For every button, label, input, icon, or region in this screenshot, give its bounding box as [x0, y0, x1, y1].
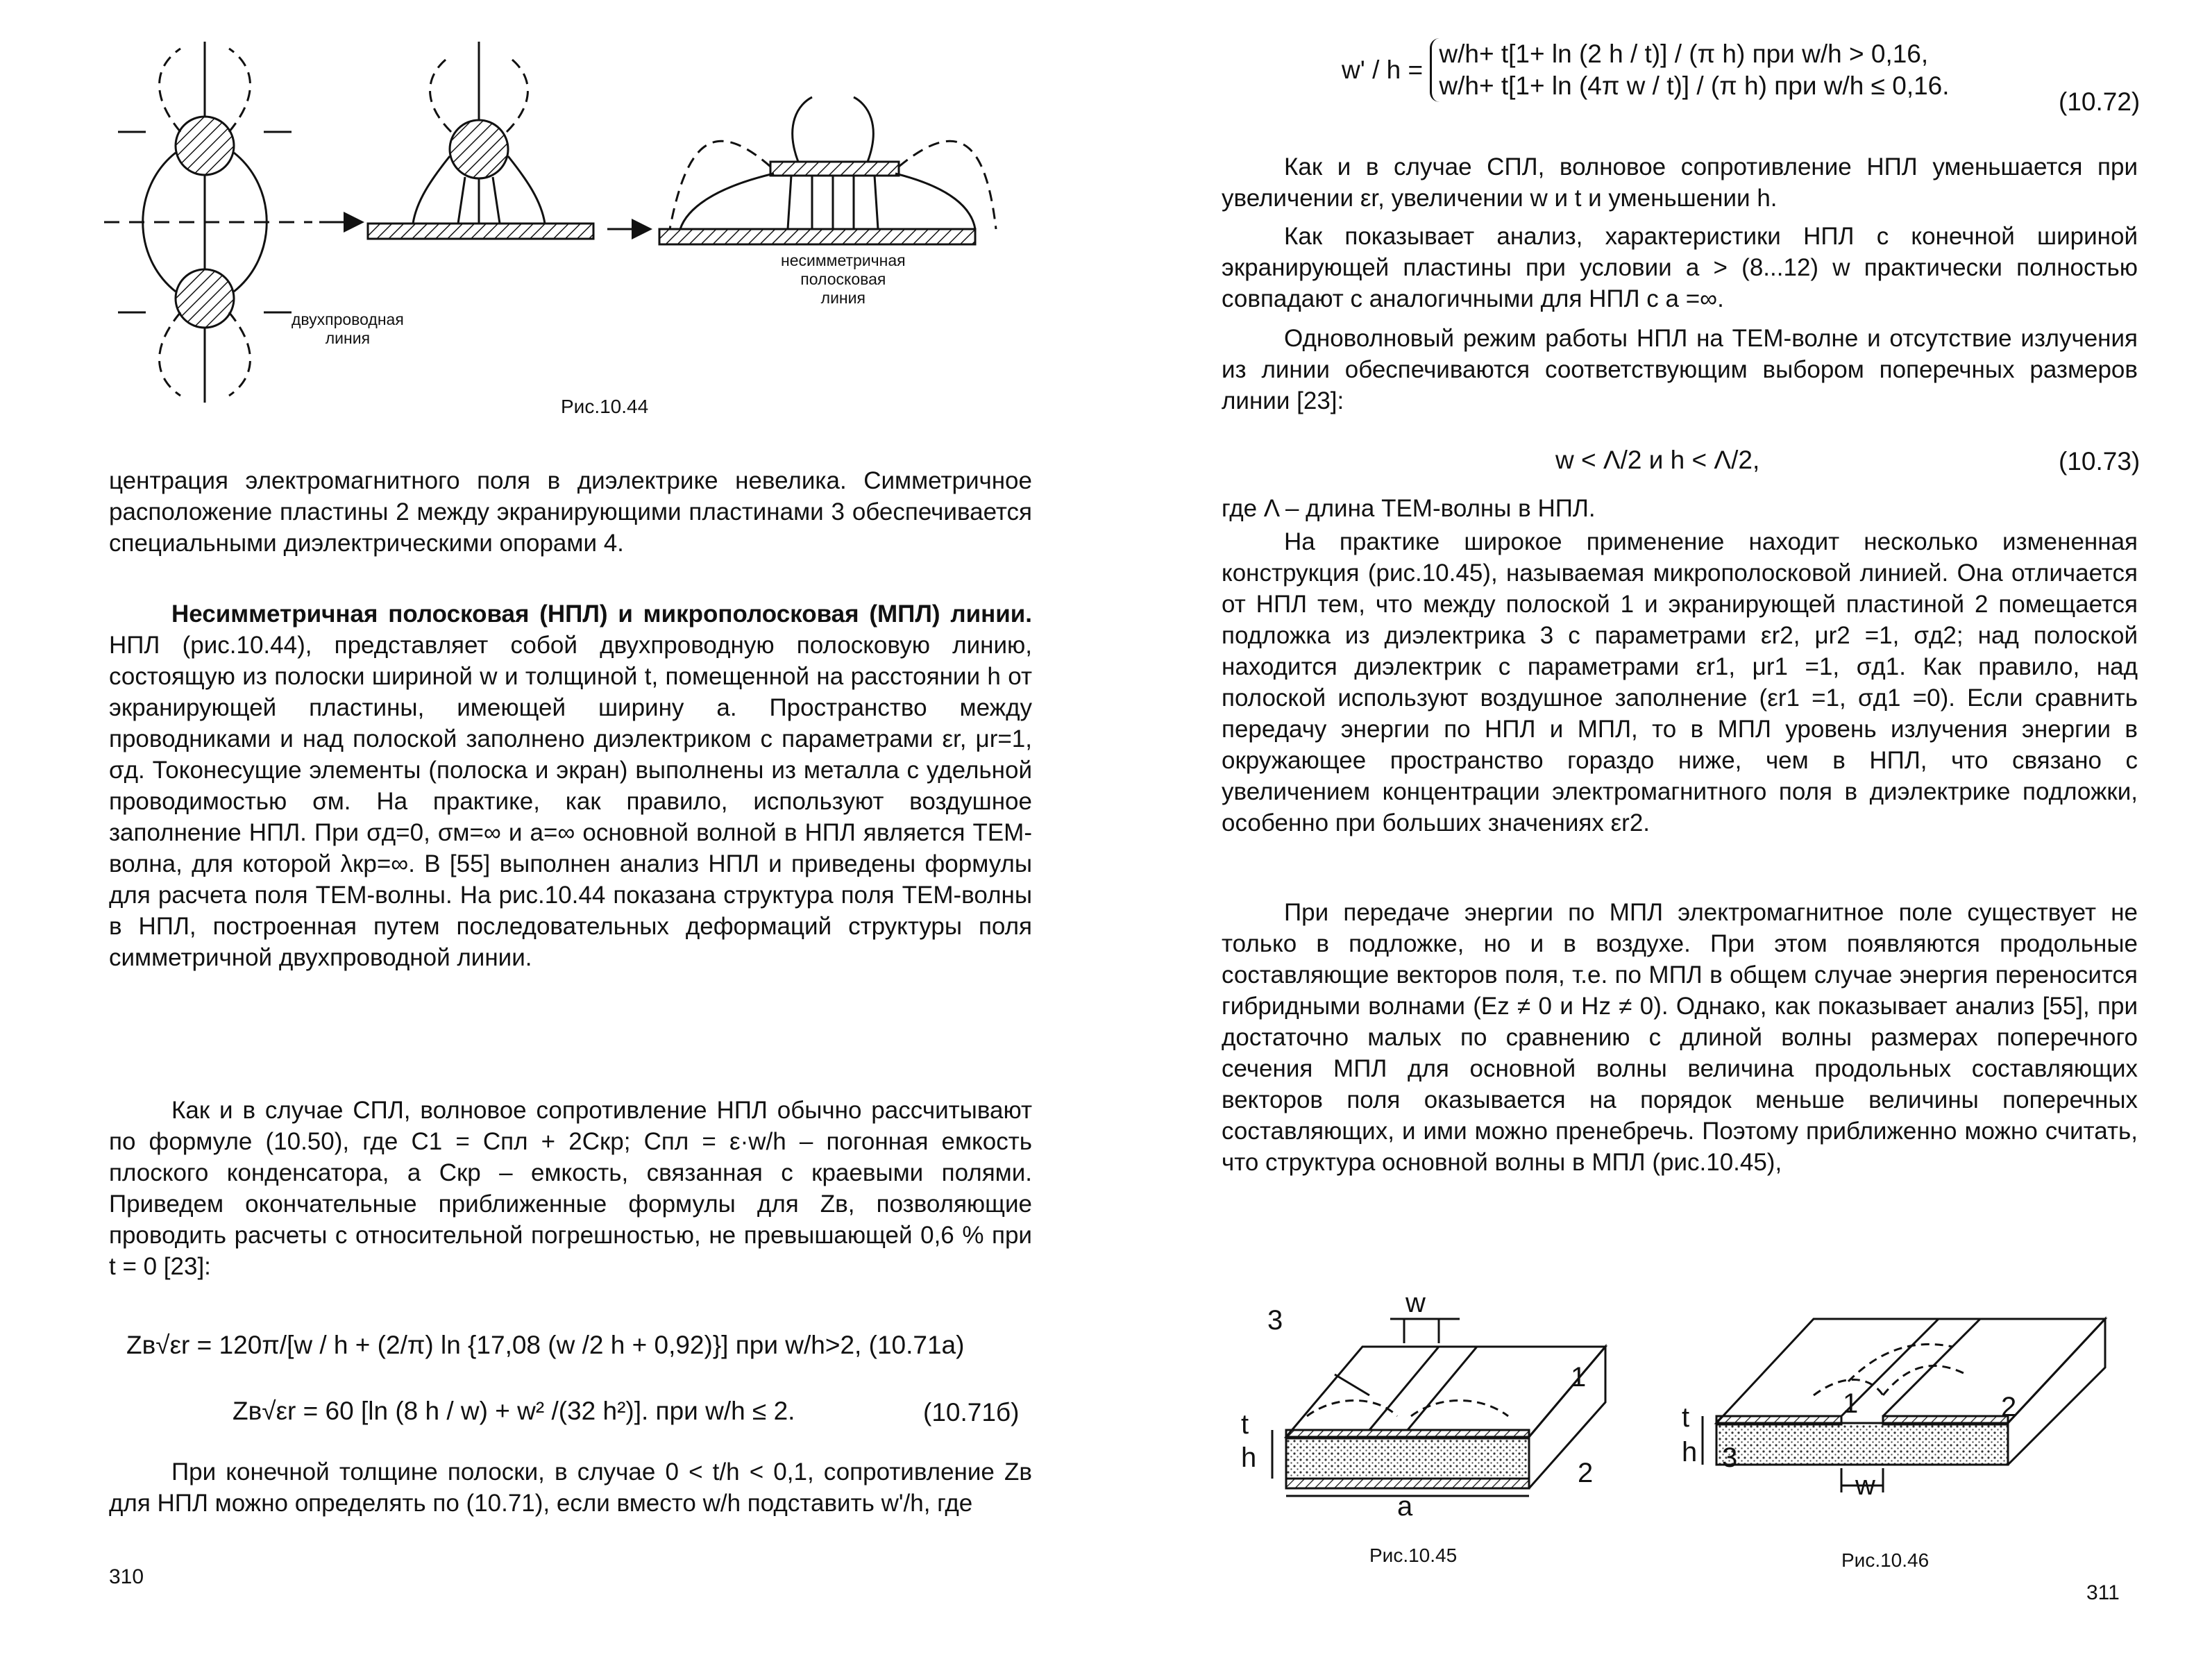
- page-number: 310: [109, 1565, 144, 1588]
- label-2: 2: [1578, 1458, 1594, 1488]
- label-t: t: [1241, 1409, 1249, 1440]
- paragraph: Как и в случае СПЛ, волновое сопротивление НПЛ обычно рассчитывают по формуле (10.50), где C1 = Cпл + 2Cкр; Cпл = ε·w/h – погонная емкость плоского конденсатора, а Cкр – емкость, связанная с краевыми полями. Приведем окончательные приближенные формулы для Zв, позволяющие проводить расчеты с относительной погрешностью, не превышающей 0,6 % при t = 0 [23]:: [109, 1097, 1032, 1280]
- paragraph: центрация электромагнитного поля в диэлектрике невелика. Симметричное расположение пластины 2 между экранирующими пластинами 3 обеспечивается специальными диэлектрическими опорами 4.: [109, 467, 1032, 557]
- right-page: [1106, 0, 2212, 1666]
- paragraph: Как показывает анализ, характеристики НПЛ с конечной шириной экранирующей пластины при условии a > (8...12) w практически полностью совпадают с аналогичными для НПЛ с a =∞.: [1222, 223, 2138, 312]
- figure-caption: Рис.10.44: [561, 396, 649, 417]
- label-h: h: [1241, 1442, 1257, 1473]
- paragraph-heading: [109, 598, 1032, 973]
- paragraph: Одноволновый режим работы НПЛ на TEM-волне и отсутствие излучения из линии обеспечиваются соответствующим выбором поперечных размеров линии [23]:: [1222, 325, 2138, 414]
- figure-caption: Рис.10.46: [1841, 1549, 1930, 1571]
- figure-10-44: [104, 28, 1027, 416]
- label-1: 1: [1843, 1388, 1859, 1419]
- page-number: 311: [2086, 1581, 2120, 1604]
- paragraph: Как и в случае СПЛ, волновое сопротивление НПЛ уменьшается при увеличении εr, увеличении w и t и уменьшении h.: [1222, 153, 2138, 212]
- figure-caption: Рис.10.45: [1369, 1545, 1458, 1566]
- label-w: w: [1855, 1470, 1875, 1501]
- label-w: w: [1405, 1288, 1426, 1318]
- equation-10-71a: Zв√εr = 120π/[w / h + (2/π) ln {17,08 (w /2 h + 0,92)}] при w/h>2, (10.71а): [126, 1331, 965, 1359]
- label-3: 3: [1267, 1305, 1283, 1336]
- equation-10-71b: Zв√εr = 60 [ln (8 h / w) + w² /(32 h²)]. при w/h ≤ 2.: [233, 1397, 795, 1425]
- equation-lhs: w' / h =: [1342, 56, 1424, 84]
- label-a: a: [1397, 1491, 1413, 1522]
- section-heading: Несимметричная полосковая (НПЛ) и микрополосковая (МПЛ) линии.: [171, 600, 1032, 628]
- label-h: h: [1682, 1437, 1698, 1467]
- label-2: 2: [2001, 1392, 2017, 1422]
- equation-10-72: [1342, 38, 1950, 102]
- equation-cases: [1430, 38, 1949, 102]
- equation-number: (10.73): [2059, 447, 2141, 476]
- equation-10-73: w < Λ/2 и h < Λ/2,: [1555, 446, 1760, 474]
- figure-label-two-wire-line: двухпроводная линия: [292, 310, 404, 347]
- paragraph: При конечной толщине полоски, в случае 0 < t/h < 0,1, сопротивление Zв для НПЛ можно определять по (10.71), если вместо w/h подставить w'/h, где: [109, 1458, 1032, 1517]
- figure-10-46-coplanar-line: [1675, 1256, 2119, 1534]
- equation-case: w/h+ t[1+ ln (4π w / t)] / (π h) при w/h ≤ 0,16.: [1439, 71, 1950, 100]
- paragraph: где Λ – длина TEM-волны в НПЛ.: [1222, 495, 1596, 522]
- equation-case: w/h+ t[1+ ln (2 h / t)] / (π h) при w/h > 0,16,: [1439, 40, 1929, 68]
- equation-number: (10.72): [2059, 87, 2141, 116]
- paragraph: На практике широкое применение находит несколько измененная конструкция (рис.10.45), называемая микрополосковой линией. Она отличается от НПЛ тем, что между полоской 1 и экранирующей пластиной 2 помещается подложка из диэлектрика 3 с параметрами εr2, μr2 =1, σд2; над полоской находится диэлектрик с параметрами εr1, μr1 =1, σд1. Как правило, над полоской используют воздушное заполнение (εr1 =1, σд1 =0). Если сравнить передачу энергии по НПЛ и МПЛ, то в МПЛ уровень излучения энергии в окружающее пространство гораздо ниже, чем в НПЛ, что связано с увеличением концентрации электромагнитного поля в диэлектрике подложки, особенно при больших значениях εr2.: [1222, 528, 2138, 836]
- label-1: 1: [1571, 1362, 1587, 1392]
- paragraph: При передаче энергии по МПЛ электромагнитное поле существует не только в подложке, но и в воздухе. При этом появляются продольные составляющие векторов поля, т.е. по МПЛ в общем случае энергия переносится гибридными волнами (Ez ≠ 0 и Hz ≠ 0). Однако, как показывает анализ [55], при достаточно малых по сравнению с длиной волны размерах поперечного сечения МПЛ для основной волны величина продольных составляющих векторов поля оказывается на порядок меньше величины поперечных составляющих, и ими можно пренебречь. Поэтому приближенно можно считать, что структура основной волны в МПЛ (рис.10.45),: [1222, 899, 2138, 1176]
- equation-number: (10.71б): [923, 1398, 1020, 1427]
- label-3: 3: [1722, 1442, 1738, 1473]
- paragraph-body: НПЛ (рис.10.44), представляет собой двухпроводную полосковую линию, состоящую из полоски шириной w и толщиной t, помещенной на расстоянии h от экранирующей пластины, имеющей ширину a. Пространство между проводниками и над полоской заполнено диэлектриком с параметрами εr, μr=1, σд. Токонесущие элементы (полоска и экран) выполнены из металла с удельной проводимостью σм. На практике, как правило, используют воздушное заполнение НПЛ. При σд=0, σм=∞ и a=∞ основной волной в НПЛ является TEM-волна, для которой λкр=∞. В [55] выполнен анализ НПЛ и приведены формулы для расчета поля TEM-волны. На рис.10.44 показана структура поля TEM-волны в НПЛ, построенная путем последовательных деформаций структуры поля симметричной двухпроводной линии.: [109, 632, 1032, 971]
- label-t: t: [1682, 1402, 1690, 1433]
- figure-label-asymmetric-strip-line: несимметричная полосковая линия: [781, 251, 906, 307]
